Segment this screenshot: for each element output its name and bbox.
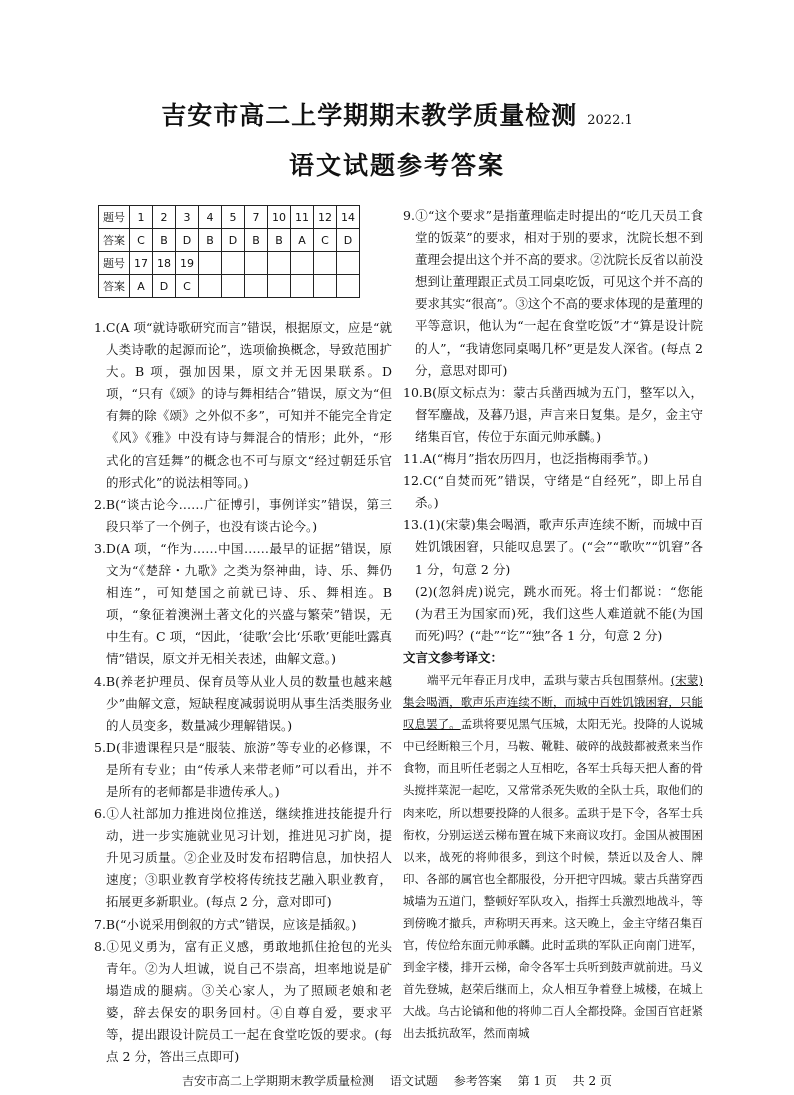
question-number-cell: 19 bbox=[176, 252, 199, 275]
question-number-cell bbox=[314, 252, 337, 275]
question-number-cell: 2 bbox=[153, 206, 176, 229]
answer-cell bbox=[291, 275, 314, 298]
question-number-cell: 1 bbox=[130, 206, 153, 229]
answer-cell bbox=[199, 275, 222, 298]
question-number-row bbox=[99, 252, 360, 275]
question-number-cell: 12 bbox=[314, 206, 337, 229]
answer-cell: A bbox=[291, 229, 314, 252]
answer-cell: D bbox=[176, 229, 199, 252]
exam-date: 2022.1 bbox=[587, 113, 633, 128]
answer-item: 7.B(“小说采用倒叙的方式”错误，应该是插叙。) bbox=[94, 916, 357, 932]
answer-cell: D bbox=[153, 275, 176, 298]
answer-item: 11.A(“梅月”指农历四月，也泛指梅雨季节。) bbox=[403, 451, 649, 467]
answer-item: 8.①见义勇为，富有正义感，勇敢地抓住抢包的光头青年。②为人坦诚，说自己不崇高，坦率地说是矿塌造成的腿病。③关心家人，为了照顾老娘和老婆，辞去保安的职务回村。④自尊自爱，要求平等，提出跟设计院员工一起在食堂吃饭的要求。(每点 2 分，答出三点即可) bbox=[94, 938, 392, 1065]
answer-row bbox=[99, 275, 360, 298]
answer-item: 2.B(“谈古论今……广征博引，事例详实”错误，第三段只举了一个例子，也没有谈古论今。) bbox=[94, 496, 392, 534]
question-number-cell: 11 bbox=[291, 206, 314, 229]
answer-item: 13.(1)(宋蒙)集会喝酒，歌声乐声连续不断，而城中百姓饥饿困窘，只能叹息罢了。(“会”“歌吹”“饥窘”各 1 分，句意 2 分) bbox=[403, 517, 703, 577]
answer-cell bbox=[337, 275, 360, 298]
question-number-cell bbox=[222, 252, 245, 275]
page-title: 吉安市高二上学期期末教学质量检测 2022.1 bbox=[161, 101, 633, 130]
question-number-row bbox=[99, 206, 360, 229]
answer-cell bbox=[222, 275, 245, 298]
right-column bbox=[403, 205, 703, 1045]
answer-cell bbox=[314, 275, 337, 298]
answer-cell: A bbox=[130, 275, 153, 298]
answer-item: 5.D(非遗课程只是“服装、旅游”等专业的必修课，不是所有专业；由“传承人来带老师”可以看出，并不是所有的老师都是非遗传承人。) bbox=[94, 739, 392, 799]
answer-cell: B bbox=[245, 229, 268, 252]
left-column bbox=[94, 317, 392, 1068]
question-number-cell: 17 bbox=[130, 252, 153, 275]
answer-table bbox=[98, 205, 360, 298]
question-number-cell bbox=[245, 252, 268, 275]
question-number-cell: 10 bbox=[268, 206, 291, 229]
question-number-cell: 4 bbox=[199, 206, 222, 229]
question-number-cell: 5 bbox=[222, 206, 245, 229]
answer-item: 9.①“这个要求”是指董理临走时提出的“吃几天员工食堂的饭菜”的要求，相对于别的要求，沈院长想不到董理会提出这个并不高的要求。②沈院长反省以前没想到让董理跟正式员工同桌吃饭，可见这个并不高的要求其实“很高”。③这个不高的要求体现的是董理的平等意识，他认为“一起在食堂吃饭”才“算是设计院的人”，“我请您同桌喝几杯”更是发人深省。(每点 2 分，意思对即可) bbox=[403, 208, 703, 378]
answer-cell: D bbox=[337, 229, 360, 252]
translation-heading: 文言文参考译文： bbox=[403, 649, 504, 665]
translation-text: 端平元年春正月戊申，孟珙与蒙古兵包围蔡州。(宋蒙)集会喝酒，歌声乐声连续不断，而城中百姓饥饿困窘，只能叹息罢了。孟珙将要见黑气压城，太阳无光。投降的人说城中已经断粮三个月，马鞍、靴鞋、破碎的战鼓都被煮来当作食物，而且听任老弱之人互相吃，各军士兵每天把人畜的骨头搅拌菜泥一起吃，又常常杀死失败的全队士兵，取他们的肉来吃，所以想要投降的人很多。孟珙于是下令，各军士兵衔枚，分别运送云梯布置在城下来商议攻打。金国从被围困以来，战死的将帅很多，到这个时候，禁近以及舍人、牌印、各部的属官也全都服役，分开把守四城。蒙古兵凿穿西城墙为五道门，整顿好军队攻入，指挥士兵激烈地战斗，等到傍晚才撤兵，声称明天再来。这天晚上，金主守绪召集百官，传位给东面元帅承麟。此时孟珙的军队正向南门进军，到金字楼，排开云梯，命令各军士兵听到鼓声就前进。马义首先登城，赵荣后继而上，众人相互争着登上城楼，在城上大战。乌古论镐和他的将帅二百人全都投降。金国百官赶紧出去抵抗敌军，然而南城 bbox=[403, 672, 704, 1041]
question-number-cell: 14 bbox=[337, 206, 360, 229]
page-subtitle: 语文试题参考答案 bbox=[288, 151, 505, 180]
answer-cell: B bbox=[268, 229, 291, 252]
row-label: 答案 bbox=[99, 275, 130, 298]
question-number-cell: 7 bbox=[245, 206, 268, 229]
answer-item: 4.B(养老护理员、保育员等从业人员的数量也越来越少”曲解文意，短缺程度减弱说明从事生活类服务业的人员变多，数量减少理解错误。) bbox=[94, 673, 392, 733]
question-number-cell: 3 bbox=[176, 206, 199, 229]
answer-cell: C bbox=[176, 275, 199, 298]
page-footer: 吉安市高二上学期期末教学质量检测 语文试题 参考答案 第 1 页 共 2 页 bbox=[182, 1074, 612, 1088]
question-number-cell bbox=[291, 252, 314, 275]
row-label: 题号 bbox=[99, 252, 130, 275]
answer-cell: C bbox=[130, 229, 153, 252]
question-number-cell bbox=[268, 252, 291, 275]
answer-cell bbox=[245, 275, 268, 298]
answer-cell: B bbox=[199, 229, 222, 252]
answer-item: (2)(忽斜虎)说完，跳水而死。将士们都说：“您能(为君王为国家而)死，我们这些人难道就不能(为国而死)吗？(“赴”“讫”“独”各 1 分，句意 2 分) bbox=[415, 583, 703, 643]
underlined-sentence: (宋蒙)集会喝酒，歌声乐声连续不断，而城中百姓饥饿困窘，只能叹息罢了。 bbox=[403, 672, 703, 732]
answer-cell: B bbox=[153, 229, 176, 252]
question-number-cell bbox=[199, 252, 222, 275]
answer-cell: D bbox=[222, 229, 245, 252]
question-number-cell: 18 bbox=[153, 252, 176, 275]
answer-item: 1.C(A 项“就诗歌研究而言”错误，根据原文，应是“就人类诗歌的起源而论”，选项偷换概念，导致范围扩大。B 项，强加因果，原文并无因果联系。D 项，“只有《颂》的诗与舞相结合”错误，原文为“但有舞的除《颂》之外似不多”，可知并不能完全肯定《风》《雅》中没有诗与舞混合的情形；此外，“形式化的宫廷舞”的概念也不可与原文“经过朝廷乐官的形式化”的说法相等同。) bbox=[94, 320, 392, 490]
row-label: 题号 bbox=[99, 206, 130, 229]
answer-cell bbox=[268, 275, 291, 298]
question-number-cell bbox=[337, 252, 360, 275]
answer-cell: C bbox=[314, 229, 337, 252]
row-label: 答案 bbox=[99, 229, 130, 252]
answer-item: 6.①人社部加力推进岗位推送，继续推进技能提升行动，进一步实施就业见习计划，推进见习扩岗，提升见习质量。②企业及时发布招聘信息，加快招人速度；③职业教育学校将传统技艺融入职业教育，拓展更多新职业。(每点 2 分，意对即可) bbox=[94, 806, 392, 910]
answer-item: 3.D(A 项，“作为……中国……最早的证据”错误，原文为“《楚辞・九歌》之类为祭神曲，诗、乐、舞仍相连”，可知楚国之前就已诗、乐、舞相连。B 项，“象征着澳洲土著文化的兴盛与繁荣”错误，无中生有。C 项，“因此，‘徒歌’会比‘乐歌’更能吐露真情”错误，原文并无相关表述，曲解文意。) bbox=[94, 540, 392, 667]
answer-item: 10.B(原文标点为：蒙古兵凿西城为五门，整军以入，督军鏖战，及暮乃退，声言来日复集。是夕，金主守绪集百官，传位于东面元帅承麟。) bbox=[403, 384, 703, 444]
answer-item: 12.C(“自焚而死”错误，守绪是“自经死”，即上吊自杀。) bbox=[403, 473, 703, 511]
answer-row bbox=[99, 229, 360, 252]
